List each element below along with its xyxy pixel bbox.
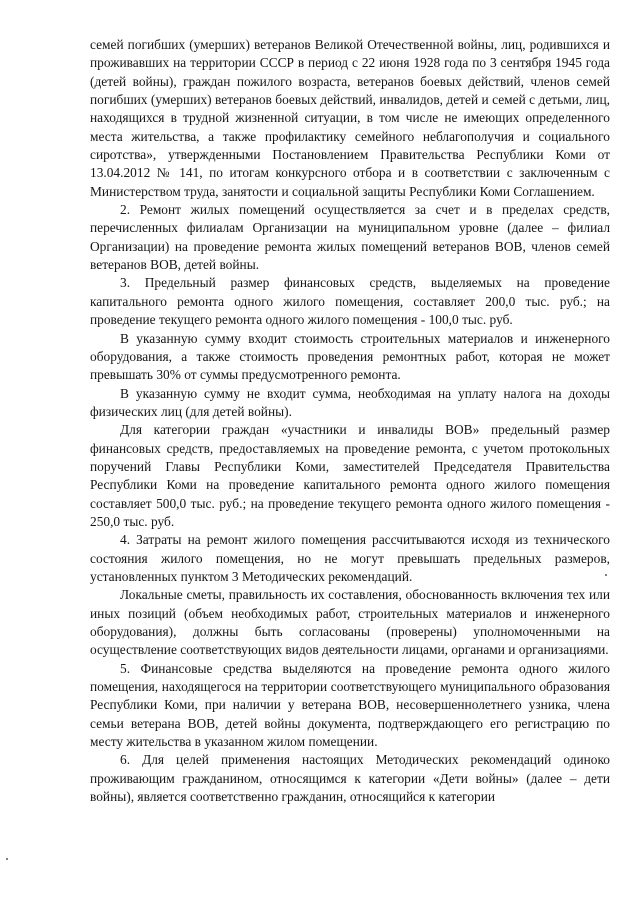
paragraph-estimates: Локальные сметы, правильность их составления, обоснованность включения тех или иных позиций (объем необходимых работ, строительных материалов и инженерного оборудования), должны быть согласованы (проверены) уполномоченными на осуществление соответствующих видов деятельности лицами, органами и организациями.: [90, 587, 610, 658]
paragraph-item-6: 6. Для целей применения настоящих Методических рекомендаций одиноко проживающим гражданином, относящимся к категории «Дети войны» (далее – дети войны), является соответственно гражданин, относящийся к категории: [90, 752, 610, 805]
paragraph-excluded-tax: В указанную сумму не входит сумма, необходимая на уплату налога на доходы физических лиц (для детей войны).: [90, 385, 610, 419]
paragraph-veterans-limit: Для категории граждан «участники и инвалиды ВОВ» предельный размер финансовых средств, предоставляемых на проведение ремонта, с учетом протокольных поручений Главы Республики Коми, заместителей Председателя Правительства Республики Коми на проведение капитального ремонта одного жилого помещения составляет 500,0 тыс. руб.; на проведение текущего ремонта одного жилого помещения - 250,0 тыс. руб.: [90, 422, 610, 529]
scan-speck: [605, 574, 607, 576]
paragraph-item-3: 3. Предельный размер финансовых средств, выделяемых на проведение капитального ремонта одного жилого помещения, составляет 200,0 тыс. руб.; на проведение текущего ремонта одного жилого помещения - 100,0 тыс. руб.: [90, 275, 610, 328]
paragraph-item-5: 5. Финансовые средства выделяются на проведение ремонта одного жилого помещения, находящегося на территории соответствующего муниципального образования Республики Коми, при наличии у ветерана ВОВ, несовершеннолетнего узника, члена семьи ветерана ВОВ, детей войны документа, подтверждающего его регистрацию по месту жительства в указанном жилом помещении.: [90, 660, 610, 750]
paragraph-item-4: 4. Затраты на ремонт жилого помещения рассчитываются исходя из технического состояния жилого помещения, но не могут превышать предельных размеров, установленных пунктом 3 Методических рекомендаций.: [90, 532, 610, 584]
paragraph-continuation: семей погибших (умерших) ветеранов Великой Отечественной войны, лиц, родившихся и проживавших на территории СССР в период с 22 июня 1928 года по 3 сентября 1945 года (детей войны), граждан пожилого возраста, ветеранов боевых действий, членов семей погибших (умерших) ветеранов боевых действий, инвалидов, детей и семей с детьми, лиц, находящихся в трудной жизненной ситуации, в том числе не имеющих определенного места жительства, а также профилактику семейного неблагополучия и социального сиротства», утвержденными Постановлением Правительства Республики Коми от 13.04.2012 № 141, по итогам конкурсного отбора и в соответствии с заключенным с Министерством труда, занятости и социальной защиты Республики Коми Соглашением.: [90, 37, 610, 199]
paragraph-included-costs: В указанную сумму входит стоимость строительных материалов и инженерного оборудования, а также стоимость проведения ремонтных работ, которая не может превышать 30% от суммы предусмотренного ремонта.: [90, 330, 610, 383]
paragraph-item-2: 2. Ремонт жилых помещений осуществляется за счет и в пределах средств, перечисленных филиалам Организации на муниципальном уровне (далее – филиал Организации) на проведение ремонта жилых помещений ветеранов ВОВ, членов семей ветеранов ВОВ, детей войны.: [90, 202, 610, 273]
scan-speck: [6, 858, 8, 860]
document-body: [90, 36, 610, 806]
